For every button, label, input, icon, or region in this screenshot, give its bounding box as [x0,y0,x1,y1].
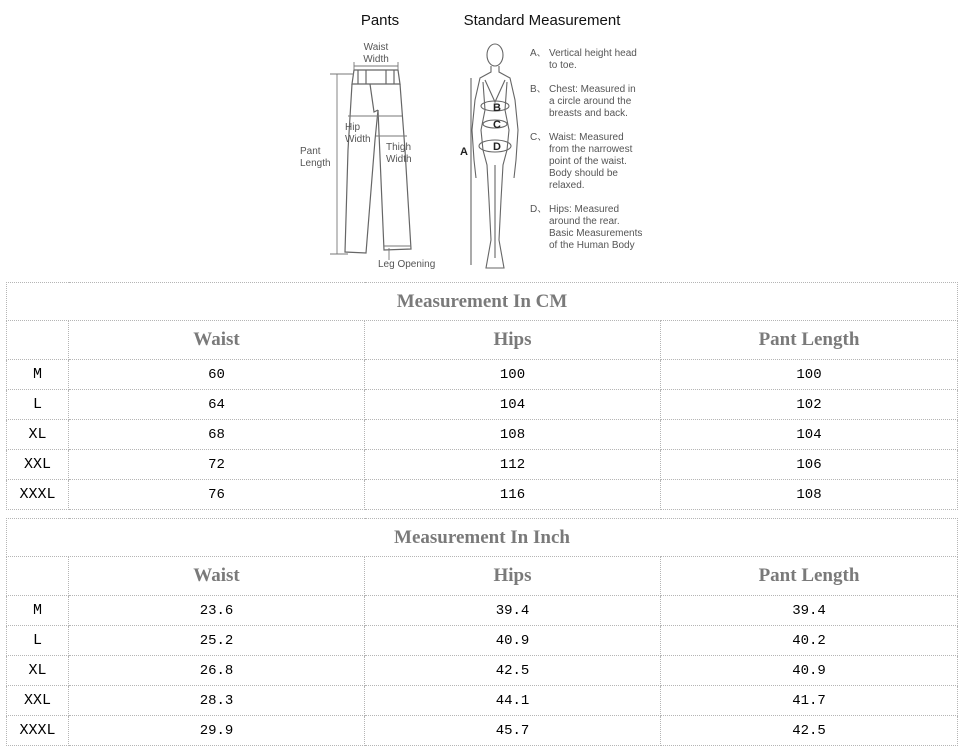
body-letter-c: C [493,119,501,131]
note-c-line: point of the waist. [549,156,627,167]
value-cell: 45.7 [365,716,661,746]
table-row [7,596,958,626]
note-c-line: relaxed. [549,180,585,191]
pant-length-label-2: Length [300,158,331,169]
value-cell: 100 [661,360,958,390]
human-body-illustration [471,44,518,268]
size-cell: M [7,360,69,390]
value-cell: 116 [365,480,661,510]
note-a-line: to toe. [549,60,577,71]
size-diagram [290,0,670,278]
value-cell: 106 [661,450,958,480]
note-b-line: breasts and back. [549,108,628,119]
table-title: Measurement In Inch [7,519,958,557]
leg-opening-label: Leg Opening [378,259,436,270]
header-cell: Pant Length [661,321,958,360]
value-cell: 29.9 [69,716,365,746]
note-d-line: Hips: Measured [549,204,620,215]
value-cell: 108 [661,480,958,510]
table-row [7,360,958,390]
header-cell: Waist [69,557,365,596]
body-letter-a: A [460,146,468,158]
value-cell: 23.6 [69,596,365,626]
note-a-line: Vertical height head [549,48,637,59]
size-cell: XL [7,420,69,450]
value-cell: 60 [69,360,365,390]
pants-title: Pants [360,12,400,29]
waist-width-label-2: Width [363,54,389,65]
note-b-line: Chest: Measured in [549,84,636,95]
table-row [7,450,958,480]
size-cell: M [7,596,69,626]
value-cell: 108 [365,420,661,450]
note-d-line: around the rear. [549,216,620,227]
value-cell: 44.1 [365,686,661,716]
header-cell [7,321,69,360]
table-row [7,716,958,746]
table-row [7,656,958,686]
hip-width-label-2: Width [345,134,371,145]
waist-width-label-1: Waist [363,42,389,53]
table-row [7,480,958,510]
value-cell: 42.5 [365,656,661,686]
note-b-key: B、 [530,84,547,95]
note-a-key: A、 [530,48,547,59]
value-cell: 112 [365,450,661,480]
value-cell: 68 [69,420,365,450]
table-row [7,686,958,716]
value-cell: 102 [661,390,958,420]
thigh-width-label-1: Thigh [386,142,412,153]
note-d-key: D、 [530,204,548,215]
header-cell: Hips [365,321,661,360]
measurement-notes [530,48,642,251]
value-cell: 72 [69,450,365,480]
standard-measurement-title: Standard Measurement [463,12,621,29]
body-letter-d: D [493,141,501,153]
note-d-line: of the Human Body [549,240,635,251]
note-c-line: Body should be [549,168,618,179]
hip-width-label-1: Hip [345,122,361,133]
value-cell: 104 [365,390,661,420]
size-cell: XL [7,656,69,686]
size-cell: XXXL [7,716,69,746]
value-cell: 40.9 [365,626,661,656]
value-cell: 39.4 [365,596,661,626]
note-c-key: C、 [530,132,548,143]
size-cell: L [7,390,69,420]
pant-length-label-1: Pant [300,146,321,157]
cm-size-table [6,282,958,510]
value-cell: 76 [69,480,365,510]
value-cell: 28.3 [69,686,365,716]
value-cell: 40.9 [661,656,958,686]
value-cell: 39.4 [661,596,958,626]
size-cell: XXL [7,686,69,716]
value-cell: 41.7 [661,686,958,716]
value-cell: 42.5 [661,716,958,746]
size-cell: XXXL [7,480,69,510]
body-letter-b: B [493,102,501,114]
thigh-width-label-2: Width [386,154,412,165]
table-row [7,420,958,450]
value-cell: 25.2 [69,626,365,656]
size-cell: L [7,626,69,656]
header-cell: Waist [69,321,365,360]
note-c-line: Waist: Measured [549,132,624,143]
note-b-line: a circle around the [549,96,632,107]
value-cell: 104 [661,420,958,450]
inch-size-table [6,518,958,746]
size-cell: XXL [7,450,69,480]
header-cell: Hips [365,557,661,596]
value-cell: 64 [69,390,365,420]
table-row [7,626,958,656]
value-cell: 40.2 [661,626,958,656]
table-row [7,390,958,420]
header-cell [7,557,69,596]
table-title: Measurement In CM [7,283,958,321]
value-cell: 100 [365,360,661,390]
value-cell: 26.8 [69,656,365,686]
header-cell: Pant Length [661,557,958,596]
note-d-line: Basic Measurements [549,228,643,239]
note-c-line: from the narrowest [549,144,633,155]
